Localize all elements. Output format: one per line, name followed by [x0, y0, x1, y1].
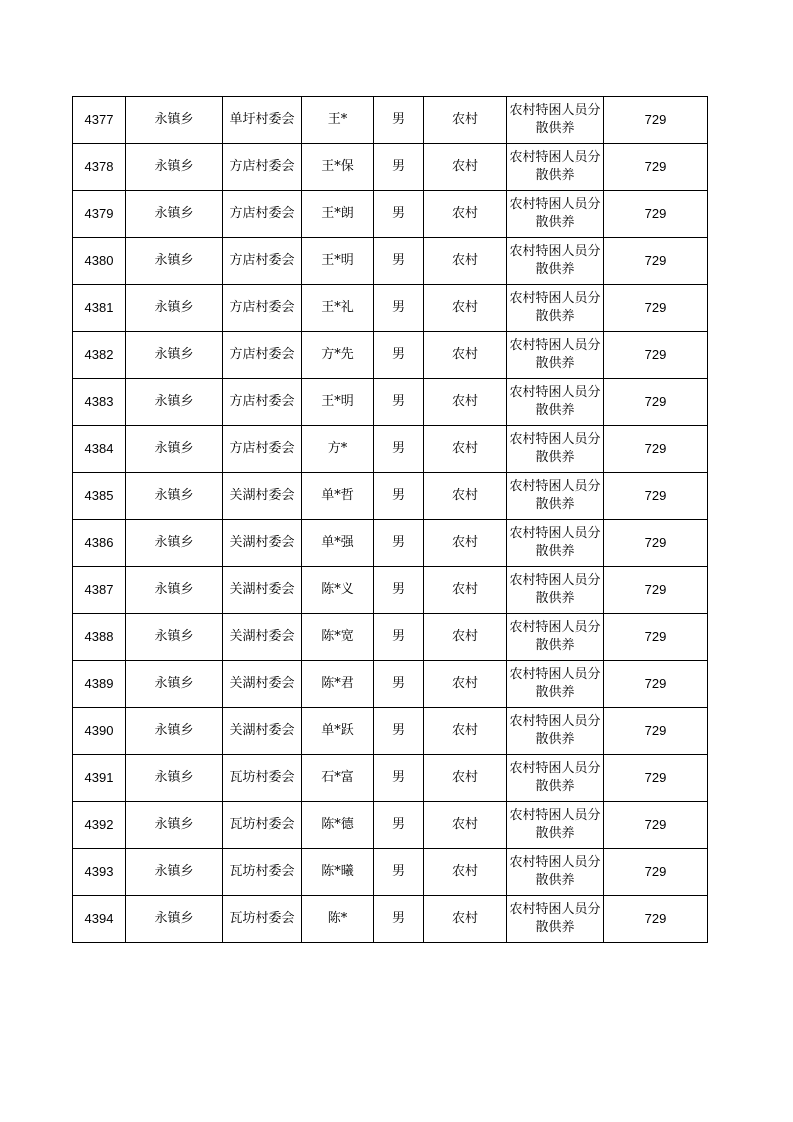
cell-gender: 男 [374, 896, 424, 943]
cell-area: 农村 [424, 661, 507, 708]
table-row [73, 473, 708, 520]
cell-gender: 男 [374, 285, 424, 332]
cell-gender: 男 [374, 849, 424, 896]
cell-name: 单*哲 [302, 473, 374, 520]
table-row [73, 332, 708, 379]
cell-village: 方店村委会 [223, 379, 302, 426]
cell-gender: 男 [374, 332, 424, 379]
cell-township: 永镇乡 [126, 661, 223, 708]
cell-village: 方店村委会 [223, 144, 302, 191]
cell-amount: 729 [604, 144, 708, 191]
cell-township: 永镇乡 [126, 191, 223, 238]
cell-township: 永镇乡 [126, 426, 223, 473]
cell-category: 农村特困人员分散供养 [507, 708, 604, 755]
table-row [73, 238, 708, 285]
cell-area: 农村 [424, 426, 507, 473]
table-row [73, 896, 708, 943]
cell-id: 4380 [73, 238, 126, 285]
cell-amount: 729 [604, 849, 708, 896]
cell-township: 永镇乡 [126, 144, 223, 191]
table-row [73, 661, 708, 708]
cell-amount: 729 [604, 614, 708, 661]
cell-name: 方* [302, 426, 374, 473]
cell-gender: 男 [374, 97, 424, 144]
cell-village: 方店村委会 [223, 191, 302, 238]
cell-gender: 男 [374, 802, 424, 849]
cell-township: 永镇乡 [126, 708, 223, 755]
table-row [73, 755, 708, 802]
table-row [73, 97, 708, 144]
cell-village: 方店村委会 [223, 426, 302, 473]
cell-township: 永镇乡 [126, 285, 223, 332]
cell-category: 农村特困人员分散供养 [507, 285, 604, 332]
cell-name: 王*礼 [302, 285, 374, 332]
cell-gender: 男 [374, 144, 424, 191]
cell-category: 农村特困人员分散供养 [507, 473, 604, 520]
cell-name: 方*先 [302, 332, 374, 379]
cell-township: 永镇乡 [126, 849, 223, 896]
cell-area: 农村 [424, 285, 507, 332]
cell-village: 方店村委会 [223, 238, 302, 285]
cell-name: 王*保 [302, 144, 374, 191]
cell-area: 农村 [424, 520, 507, 567]
cell-id: 4385 [73, 473, 126, 520]
cell-name: 王* [302, 97, 374, 144]
cell-id: 4386 [73, 520, 126, 567]
cell-name: 王*明 [302, 238, 374, 285]
cell-name: 陈*德 [302, 802, 374, 849]
table-row [73, 849, 708, 896]
cell-name: 王*朗 [302, 191, 374, 238]
cell-category: 农村特困人员分散供养 [507, 144, 604, 191]
cell-category: 农村特困人员分散供养 [507, 755, 604, 802]
cell-name: 单*跃 [302, 708, 374, 755]
cell-amount: 729 [604, 426, 708, 473]
cell-village: 关湖村委会 [223, 661, 302, 708]
cell-area: 农村 [424, 97, 507, 144]
cell-area: 农村 [424, 238, 507, 285]
cell-gender: 男 [374, 520, 424, 567]
cell-gender: 男 [374, 708, 424, 755]
relief-recipients-table [72, 96, 708, 943]
cell-amount: 729 [604, 802, 708, 849]
cell-area: 农村 [424, 191, 507, 238]
cell-area: 农村 [424, 896, 507, 943]
table-row [73, 802, 708, 849]
cell-id: 4393 [73, 849, 126, 896]
cell-gender: 男 [374, 567, 424, 614]
cell-area: 农村 [424, 614, 507, 661]
cell-amount: 729 [604, 708, 708, 755]
table-row [73, 144, 708, 191]
table-body [73, 97, 708, 943]
cell-category: 农村特困人员分散供养 [507, 332, 604, 379]
cell-village: 瓦坊村委会 [223, 802, 302, 849]
cell-gender: 男 [374, 379, 424, 426]
cell-id: 4388 [73, 614, 126, 661]
cell-id: 4384 [73, 426, 126, 473]
cell-id: 4391 [73, 755, 126, 802]
cell-name: 陈*义 [302, 567, 374, 614]
cell-gender: 男 [374, 426, 424, 473]
cell-name: 陈* [302, 896, 374, 943]
cell-name: 陈*君 [302, 661, 374, 708]
cell-amount: 729 [604, 379, 708, 426]
cell-village: 瓦坊村委会 [223, 755, 302, 802]
cell-amount: 729 [604, 97, 708, 144]
table-row [73, 520, 708, 567]
cell-township: 永镇乡 [126, 614, 223, 661]
cell-category: 农村特困人员分散供养 [507, 426, 604, 473]
cell-township: 永镇乡 [126, 97, 223, 144]
cell-amount: 729 [604, 567, 708, 614]
cell-area: 农村 [424, 849, 507, 896]
cell-village: 关湖村委会 [223, 520, 302, 567]
table-row [73, 426, 708, 473]
cell-amount: 729 [604, 661, 708, 708]
table-row [73, 614, 708, 661]
cell-amount: 729 [604, 238, 708, 285]
cell-category: 农村特困人员分散供养 [507, 896, 604, 943]
cell-township: 永镇乡 [126, 473, 223, 520]
cell-area: 农村 [424, 802, 507, 849]
cell-village: 关湖村委会 [223, 614, 302, 661]
cell-category: 农村特困人员分散供养 [507, 238, 604, 285]
cell-gender: 男 [374, 614, 424, 661]
cell-amount: 729 [604, 285, 708, 332]
cell-id: 4378 [73, 144, 126, 191]
cell-village: 瓦坊村委会 [223, 849, 302, 896]
cell-gender: 男 [374, 473, 424, 520]
table-row [73, 191, 708, 238]
cell-id: 4382 [73, 332, 126, 379]
cell-category: 农村特困人员分散供养 [507, 520, 604, 567]
cell-id: 4379 [73, 191, 126, 238]
cell-amount: 729 [604, 755, 708, 802]
cell-area: 农村 [424, 144, 507, 191]
cell-category: 农村特困人员分散供养 [507, 614, 604, 661]
cell-township: 永镇乡 [126, 802, 223, 849]
cell-name: 石*富 [302, 755, 374, 802]
cell-name: 王*明 [302, 379, 374, 426]
cell-name: 陈*宽 [302, 614, 374, 661]
cell-category: 农村特困人员分散供养 [507, 661, 604, 708]
document-page [72, 96, 708, 943]
cell-township: 永镇乡 [126, 520, 223, 567]
cell-area: 农村 [424, 708, 507, 755]
cell-amount: 729 [604, 332, 708, 379]
cell-category: 农村特困人员分散供养 [507, 567, 604, 614]
cell-id: 4381 [73, 285, 126, 332]
cell-amount: 729 [604, 191, 708, 238]
cell-name: 单*强 [302, 520, 374, 567]
cell-amount: 729 [604, 896, 708, 943]
table-row [73, 567, 708, 614]
cell-township: 永镇乡 [126, 238, 223, 285]
cell-amount: 729 [604, 473, 708, 520]
cell-village: 方店村委会 [223, 285, 302, 332]
cell-village: 关湖村委会 [223, 708, 302, 755]
table-row [73, 285, 708, 332]
cell-village: 单圩村委会 [223, 97, 302, 144]
cell-area: 农村 [424, 755, 507, 802]
cell-area: 农村 [424, 473, 507, 520]
cell-gender: 男 [374, 238, 424, 285]
cell-village: 关湖村委会 [223, 567, 302, 614]
cell-village: 关湖村委会 [223, 473, 302, 520]
cell-gender: 男 [374, 191, 424, 238]
cell-category: 农村特困人员分散供养 [507, 97, 604, 144]
cell-id: 4383 [73, 379, 126, 426]
cell-id: 4377 [73, 97, 126, 144]
cell-area: 农村 [424, 332, 507, 379]
cell-gender: 男 [374, 755, 424, 802]
cell-id: 4390 [73, 708, 126, 755]
cell-name: 陈*曦 [302, 849, 374, 896]
cell-gender: 男 [374, 661, 424, 708]
cell-category: 农村特困人员分散供养 [507, 849, 604, 896]
cell-township: 永镇乡 [126, 567, 223, 614]
cell-village: 瓦坊村委会 [223, 896, 302, 943]
cell-category: 农村特困人员分散供养 [507, 802, 604, 849]
cell-area: 农村 [424, 567, 507, 614]
cell-id: 4387 [73, 567, 126, 614]
cell-township: 永镇乡 [126, 332, 223, 379]
cell-id: 4389 [73, 661, 126, 708]
table-row [73, 708, 708, 755]
cell-area: 农村 [424, 379, 507, 426]
cell-township: 永镇乡 [126, 896, 223, 943]
cell-township: 永镇乡 [126, 379, 223, 426]
cell-amount: 729 [604, 520, 708, 567]
cell-village: 方店村委会 [223, 332, 302, 379]
cell-category: 农村特困人员分散供养 [507, 379, 604, 426]
cell-id: 4394 [73, 896, 126, 943]
cell-township: 永镇乡 [126, 755, 223, 802]
cell-category: 农村特困人员分散供养 [507, 191, 604, 238]
table-row [73, 379, 708, 426]
cell-id: 4392 [73, 802, 126, 849]
